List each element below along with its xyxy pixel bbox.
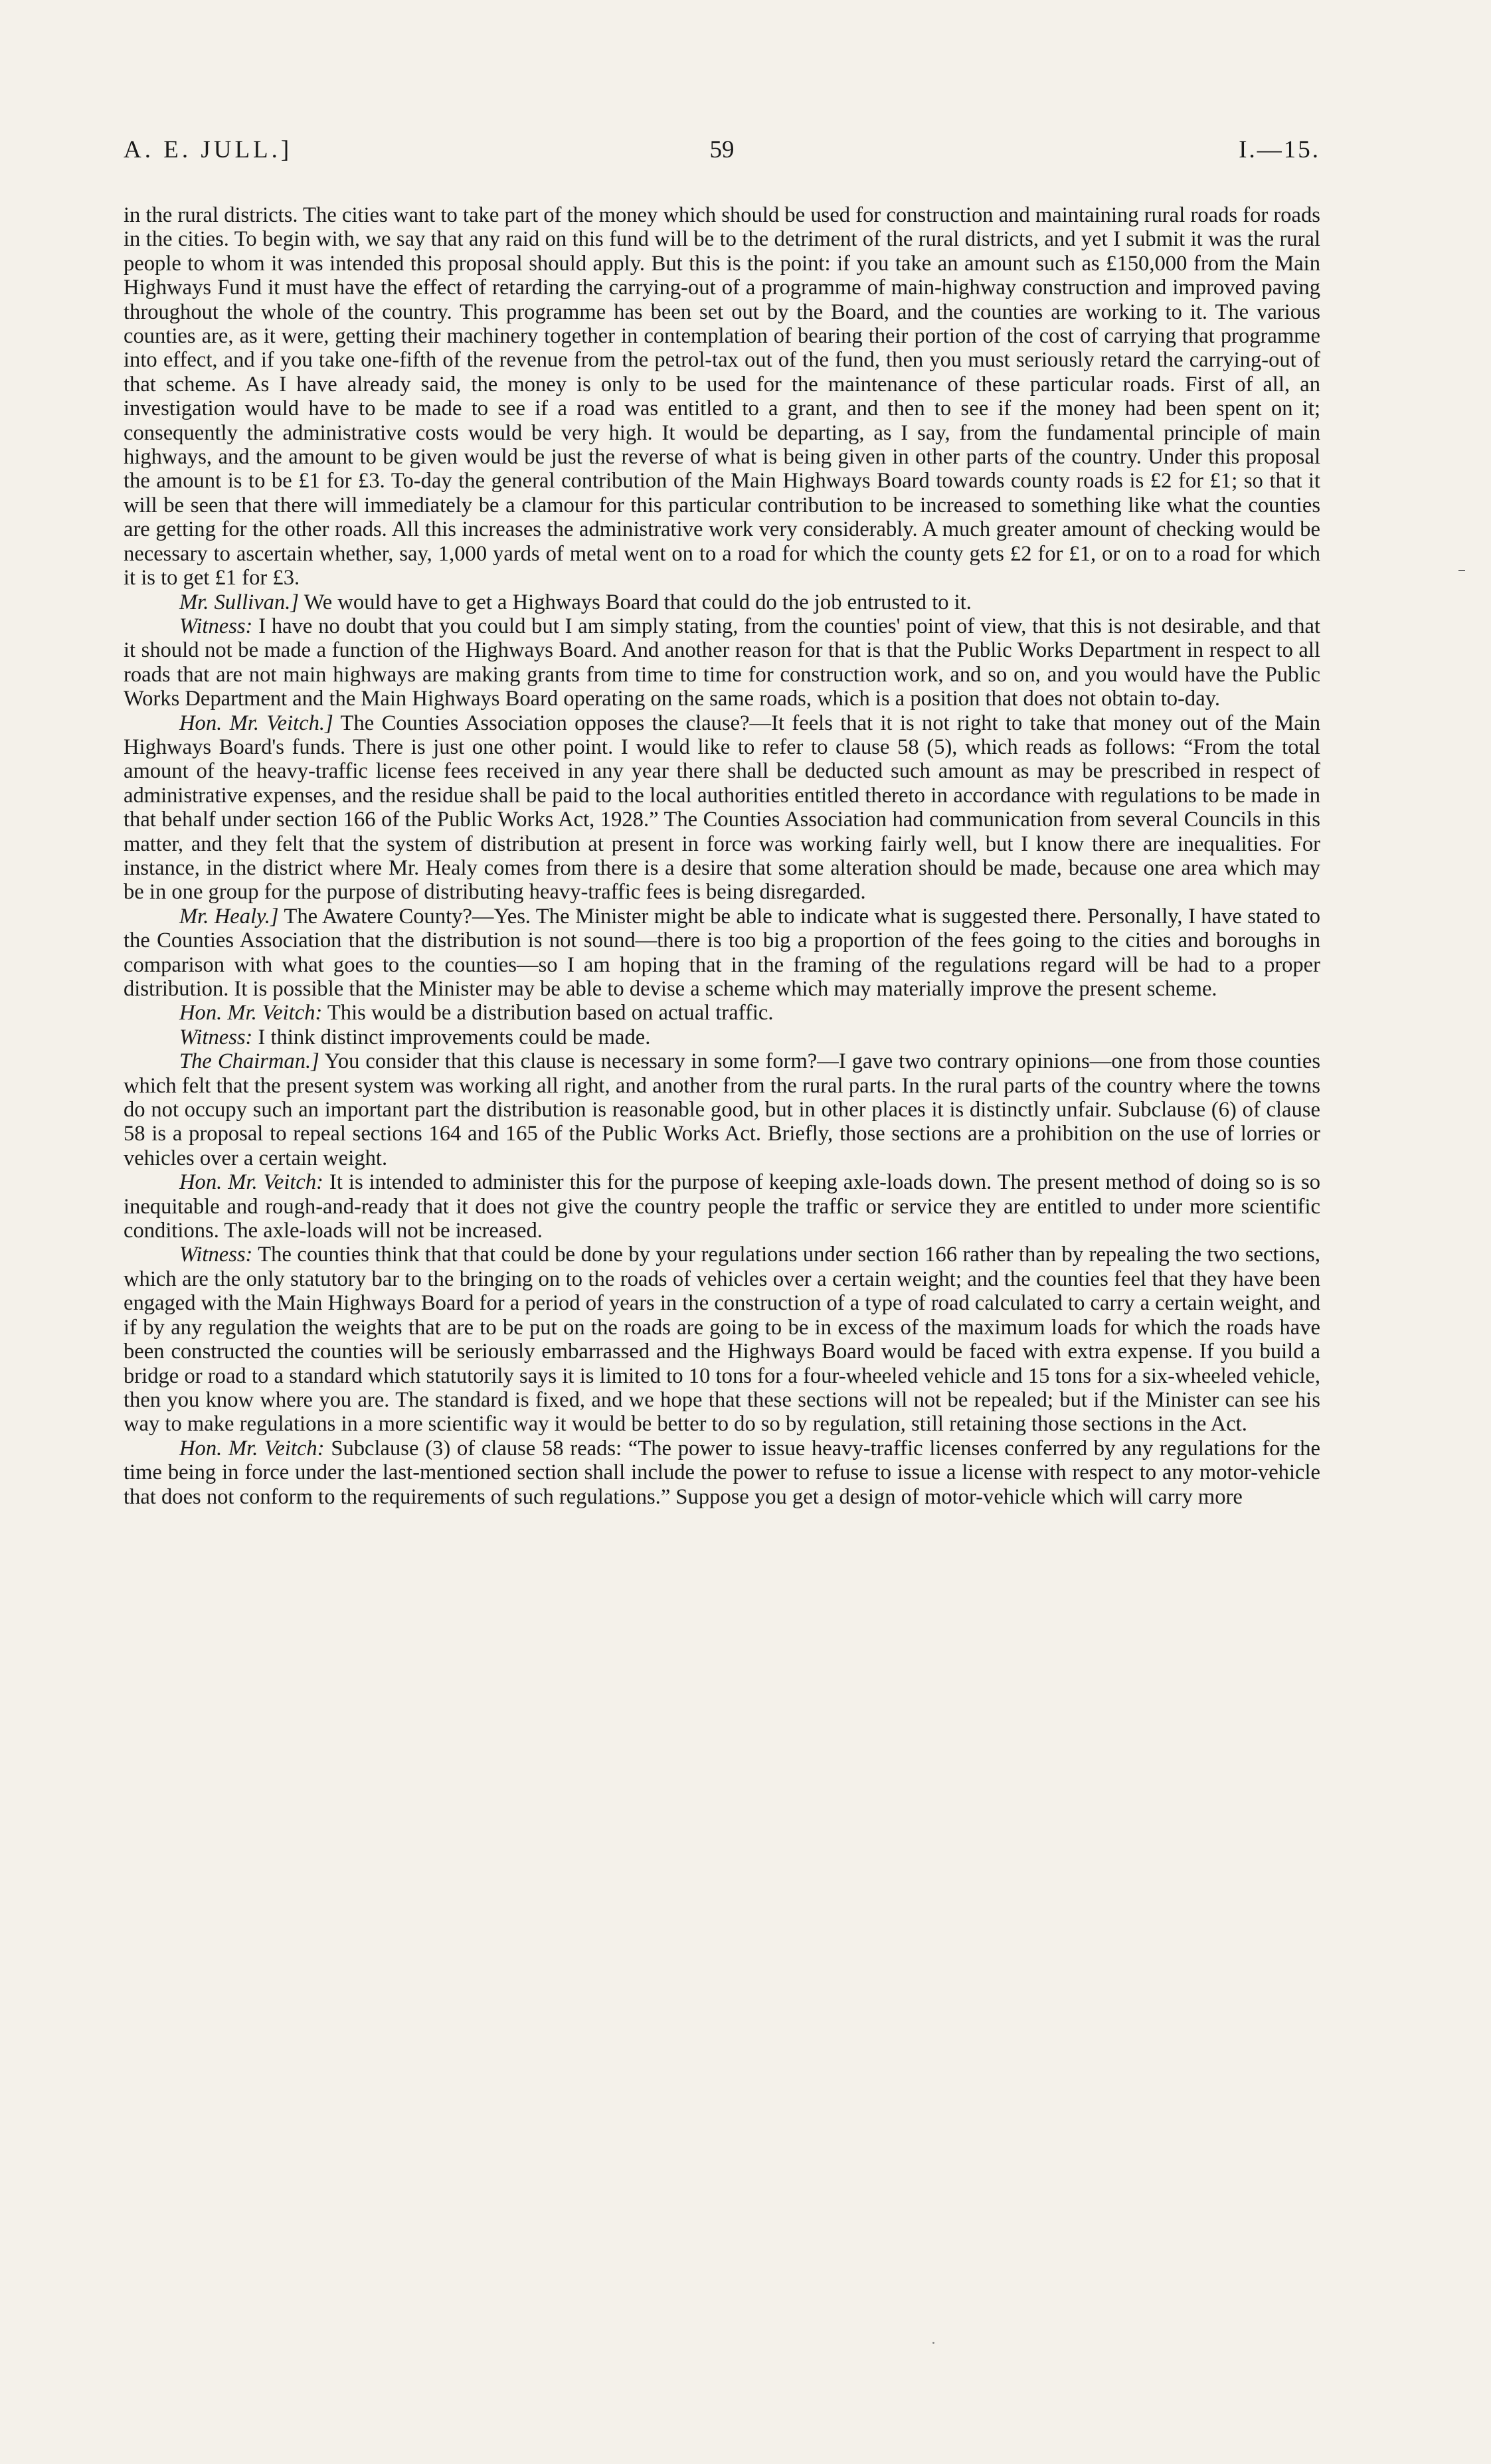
paragraph-text: The Awatere County?—Yes. The Minister might be able to indicate what is suggested there. Personally, I have stated to the Counties Association that the distribution is not sound—there is too big a proportion of the fees going to the cities and boroughs in comparison with what goes to the counties—so I am hoping that in the framing of the regulations regard will be had to a proper distribution. It is possible that the Minister may be able to devise a scheme which may materially improve the present scheme. (124, 904, 1321, 1001)
paragraph (124, 1049, 1320, 1170)
paragraph (124, 1001, 1320, 1025)
paragraph (124, 614, 1320, 711)
paragraph (124, 1170, 1320, 1243)
paragraph-text: You consider that this clause is necessary in some form?—I gave two contrary opinions—one from those counties which felt that the present system was working all right, and another from the rural parts. In the rural parts of the country where the towns do not occupy such an important part the distribution is reasonable good, but in other places it is distinctly unfair. Subclause (6) of clause 58 is a proposal to repeal sections 164 and 165 of the Public Works Act. Briefly, those sections are a prohibition on the use of lorries or vehicles over a certain weight. (124, 1049, 1320, 1170)
scan-speck (932, 2342, 934, 2344)
speaker: Hon. Mr. Veitch: (179, 1170, 324, 1195)
document-body (124, 203, 1320, 1509)
paragraph-text: The counties think that that could be done by your regulations under section 166 rather than by repealing the two sections, which are the only statutory bar to the bringing on to the roads of vehicles over a certain weight; and the counties feel that they have been engaged with the Main Highways Board for a period of years in the construction of a type of road calculated to carry a certain weight, and if by any regulation the weights that are to be put on the roads are going to be in excess of the maximum loads for which the roads have been constructed the counties will be seriously embarrassed and the Highways Board would be faced with extra expense. If you build a bridge or road to a standard which statutorily says it is limited to 10 tons for a four-wheeled vehicle and 15 tons for a six-wheeled vehicle, then you know where you are. The standard is fixed, and we hope that these sections will not be repealed; but if the Minister can see his way to make regulations in a more scientific way it would be better to do so by regulation, still retaining those sections in the Act. (124, 1243, 1321, 1437)
paragraph-text: Subclause (3) of clause 58 reads: “The power to issue heavy-traffic licenses conferred by any regulations for the time being in force under the last-mentioned section shall include the power to refuse to issue a license with respect to any motor-vehicle that does not conform to the requirements of such regulations.” Suppose you get a design of motor-vehicle which will carry more (124, 1436, 1320, 1509)
paragraph (124, 905, 1320, 1002)
document-reference: I.—15. (1239, 136, 1320, 163)
paragraph (124, 1437, 1320, 1509)
speaker: Hon. Mr. Veitch.] (179, 711, 333, 735)
header-witness-name: A. E. JULL.] (124, 136, 293, 163)
page-header (124, 130, 1320, 170)
speaker: Witness: (179, 614, 253, 638)
speaker: Hon. Mr. Veitch: (179, 1436, 325, 1460)
speaker: Hon. Mr. Veitch: (179, 1001, 323, 1025)
paragraph (124, 1243, 1320, 1436)
margin-mark (1458, 570, 1465, 571)
speaker: Mr. Sullivan.] (179, 590, 300, 614)
paragraph-text: I have no doubt that you could but I am simply stating, from the counties' point of view, that this is not desirable, and that it should not be made a function of the Highways Board. And another reason for that is that the Public Works Department in respect to all roads that are not main highways are making grants from time to time for construction work, and so on, and you would have the Public Works Department and the Main Highways Board operating on the same roads, which is a position that does not obtain to-day. (124, 614, 1320, 711)
paragraph (124, 203, 1320, 590)
paragraph-text: in the rural districts. The cities want to take part of the money which should be used for construction and maintaining rural roads for roads in the cities. To begin with, we say that any raid on this fund will be to the detriment of the rural districts, and yet I submit it was the rural people to whom it was intended this proposal should apply. But this is the point: if you take an amount such as £150,000 from the Main Highways Fund it must have the effect of retarding the carrying-out of a programme of main-highway construction and improved paving throughout the whole of the country. This programme has been set out by the Board, and the counties are working to it. The various counties are, as it were, getting their machinery together in contemplation of bearing their portion of the cost of carrying that programme into effect, and if you take one-fifth of the revenue from the petrol-tax out of the fund, then you must seriously retard the carrying-out of that scheme. As I have already said, the money is only to be used for the maintenance of these particular roads. First of all, an investigation would have to be made to see if a road was entitled to a grant, and then to see if the money had been spent on it; consequently the administrative costs would be very high. It would be departing, as I say, from the fundamental principle of main highways, and the amount to be given would be just the reverse of what is being given in other parts of the country. Under this proposal the amount is to be £1 for £3. To-day the general contribution of the Main Highways Board towards county roads is £2 for £1; so that it will be seen that there will immediately be a clamour for this particular contribution to be increased to something like what the counties are getting for the other roads. All this increases the administrative work very considerably. A much greater amount of checking would be necessary to ascertain whether, say, 1,000 yards of metal went on to a road for which the county gets £2 for £1, or on to a road for which it is to get £1 for £3. (124, 203, 1320, 590)
paragraph-text: It is intended to administer this for the purpose of keeping axle-loads down. The present method of doing so is so inequitable and rough-and-ready that it does not give the country people the traffic or service they are entitled to under more scientific conditions. The axle-loads will not be increased. (124, 1170, 1320, 1243)
speaker: Witness: (179, 1243, 253, 1267)
page-number: 59 (709, 136, 735, 163)
paragraph (124, 711, 1320, 905)
paragraph-text: The Counties Association opposes the clause?—It feels that it is not right to take that money out of the Main Highways Board's funds. There is just one other point. I would like to refer to clause 58 (5), which reads as follows: “From the total amount of the heavy-traffic license fees received in any year there shall be deducted such amount as may be prescribed in respect of administrative expenses, and the residue shall be paid to the local authorities entitled thereto in accordance with regulations to be made in that behalf under section 166 of the Public Works Act, 1928.” The Counties Association had communication from several Councils in this matter, and they felt that the system of distribution at present in force was working fairly well, but I know there are inequalities. For instance, in the district where Mr. Healy comes from there is a desire that some alteration should be made, because one area which may be in one group for the purpose of distributing heavy-traffic fees is being disregarded. (124, 711, 1320, 905)
speaker: Mr. Healy.] (179, 904, 279, 928)
speaker: Witness: (179, 1025, 253, 1049)
speaker: The Chairman.] (179, 1049, 319, 1074)
paragraph (124, 590, 1320, 614)
paragraph (124, 1025, 1320, 1049)
paragraph-text: This would be a distribution based on actual traffic. (322, 1001, 774, 1025)
paragraph-text: I think distinct improvements could be made. (252, 1025, 651, 1049)
paragraph-text: We would have to get a Highways Board that could do the job entrusted to it. (299, 590, 972, 614)
